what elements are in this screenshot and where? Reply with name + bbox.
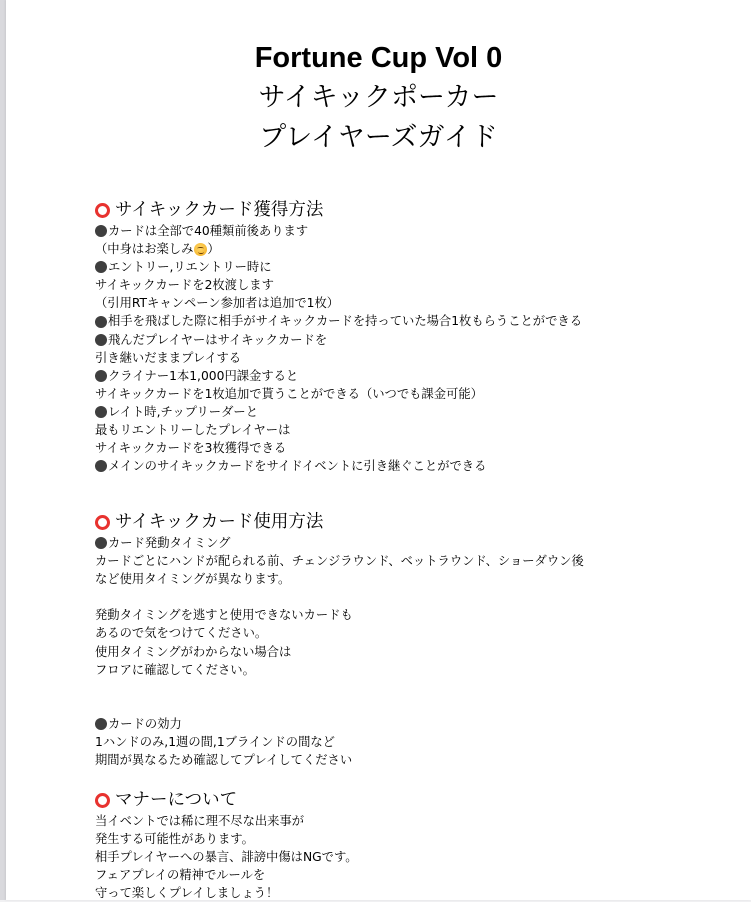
section-heading-text: サイキックカード使用方法 — [115, 512, 324, 532]
list-item: サイキックカードを3枚獲得できる — [95, 441, 287, 456]
red-ring-icon — [95, 515, 110, 530]
list-item: など使用タイミングが異なります。 — [95, 572, 291, 587]
list-item: （中身はお楽しみ ） — [95, 242, 220, 257]
list-item: カード発動タイミング — [95, 534, 735, 552]
list-item: 相手を飛ばした際に相手がサイキックカードを持っていた場合1枚もらうことができる — [95, 312, 735, 330]
smiling-face-icon — [194, 243, 207, 256]
list-item: 当イベントでは稀に理不尽な出来事が — [95, 814, 305, 828]
section-manners — [95, 788, 735, 902]
section-heading — [95, 510, 735, 534]
black-circle-icon — [95, 460, 107, 472]
list-item: あるので気をつけてください。 — [95, 626, 268, 641]
list-item: カードの効力 — [95, 715, 735, 733]
document-page — [6, 0, 751, 900]
red-ring-icon — [95, 793, 110, 808]
section-heading — [95, 198, 735, 222]
list-item: 期間が異なるため確認してプレイしてください — [95, 753, 353, 768]
list-item: 守って楽しくプレイしましょう！ — [95, 886, 279, 901]
black-circle-icon — [95, 261, 107, 273]
list-item: フロアに確認してください。 — [95, 662, 255, 677]
list-item: 引き継いだままプレイする — [95, 350, 242, 365]
list-item: 最もリエントリーしたプレイヤーは — [95, 423, 291, 438]
black-circle-icon — [95, 316, 107, 328]
title-block — [6, 38, 751, 158]
list-item: （引用RTキャンペーン参加者は追加で1枚） — [95, 296, 340, 311]
list-item: メインのサイキックカードをサイドイベントに引き継ぐことができる — [95, 457, 735, 475]
list-item: カードごとにハンドが配られる前、チェンジラウンド、ベットラウンド、ショーダウン後 — [95, 554, 584, 569]
guide-title: プレイヤーズガイド — [259, 122, 498, 153]
section-card-acquisition — [95, 198, 735, 475]
black-circle-icon — [95, 406, 107, 418]
list-item: クライナー1本1,000円課金すると — [95, 367, 735, 385]
list-item: フェアプレイの精神でルールを — [95, 868, 266, 883]
list-item: サイキックカードを2枚渡します — [95, 278, 274, 293]
section-heading-text: マナーについて — [115, 790, 238, 810]
game-title: サイキックポーカー — [258, 82, 499, 113]
list-item: 飛んだプレイヤーはサイキックカードを — [95, 331, 735, 349]
list-item: 相手プレイヤーへの暴言、誹謗中傷はNGです。 — [95, 850, 358, 865]
list-item: 1ハンドのみ,1週の間,1ブラインドの間など — [95, 735, 335, 750]
red-ring-icon — [95, 203, 110, 218]
black-circle-icon — [95, 370, 107, 382]
black-circle-icon — [95, 718, 107, 730]
black-circle-icon — [95, 225, 107, 237]
list-item: サイキックカードを1枚追加で貰うことができる（いつでも課金可能） — [95, 386, 483, 401]
section-card-usage — [95, 510, 735, 769]
list-item: 発動タイミングを逃すと使用できないカードも — [95, 608, 353, 623]
list-item: エントリー,リエントリー時に — [95, 258, 735, 276]
section-heading-text: サイキックカード獲得方法 — [115, 200, 324, 220]
list-item: 発生する可能性があります。 — [95, 832, 254, 847]
list-item: 使用タイミングがわからない場合は — [95, 644, 292, 659]
black-circle-icon — [95, 537, 107, 549]
event-title: Fortune Cup Vol 0 — [254, 42, 503, 74]
list-item: カードは全部で40種類前後あります — [95, 222, 735, 240]
section-heading — [95, 788, 735, 812]
list-item: レイト時,チップリーダーと — [95, 403, 735, 421]
black-circle-icon — [95, 334, 107, 346]
